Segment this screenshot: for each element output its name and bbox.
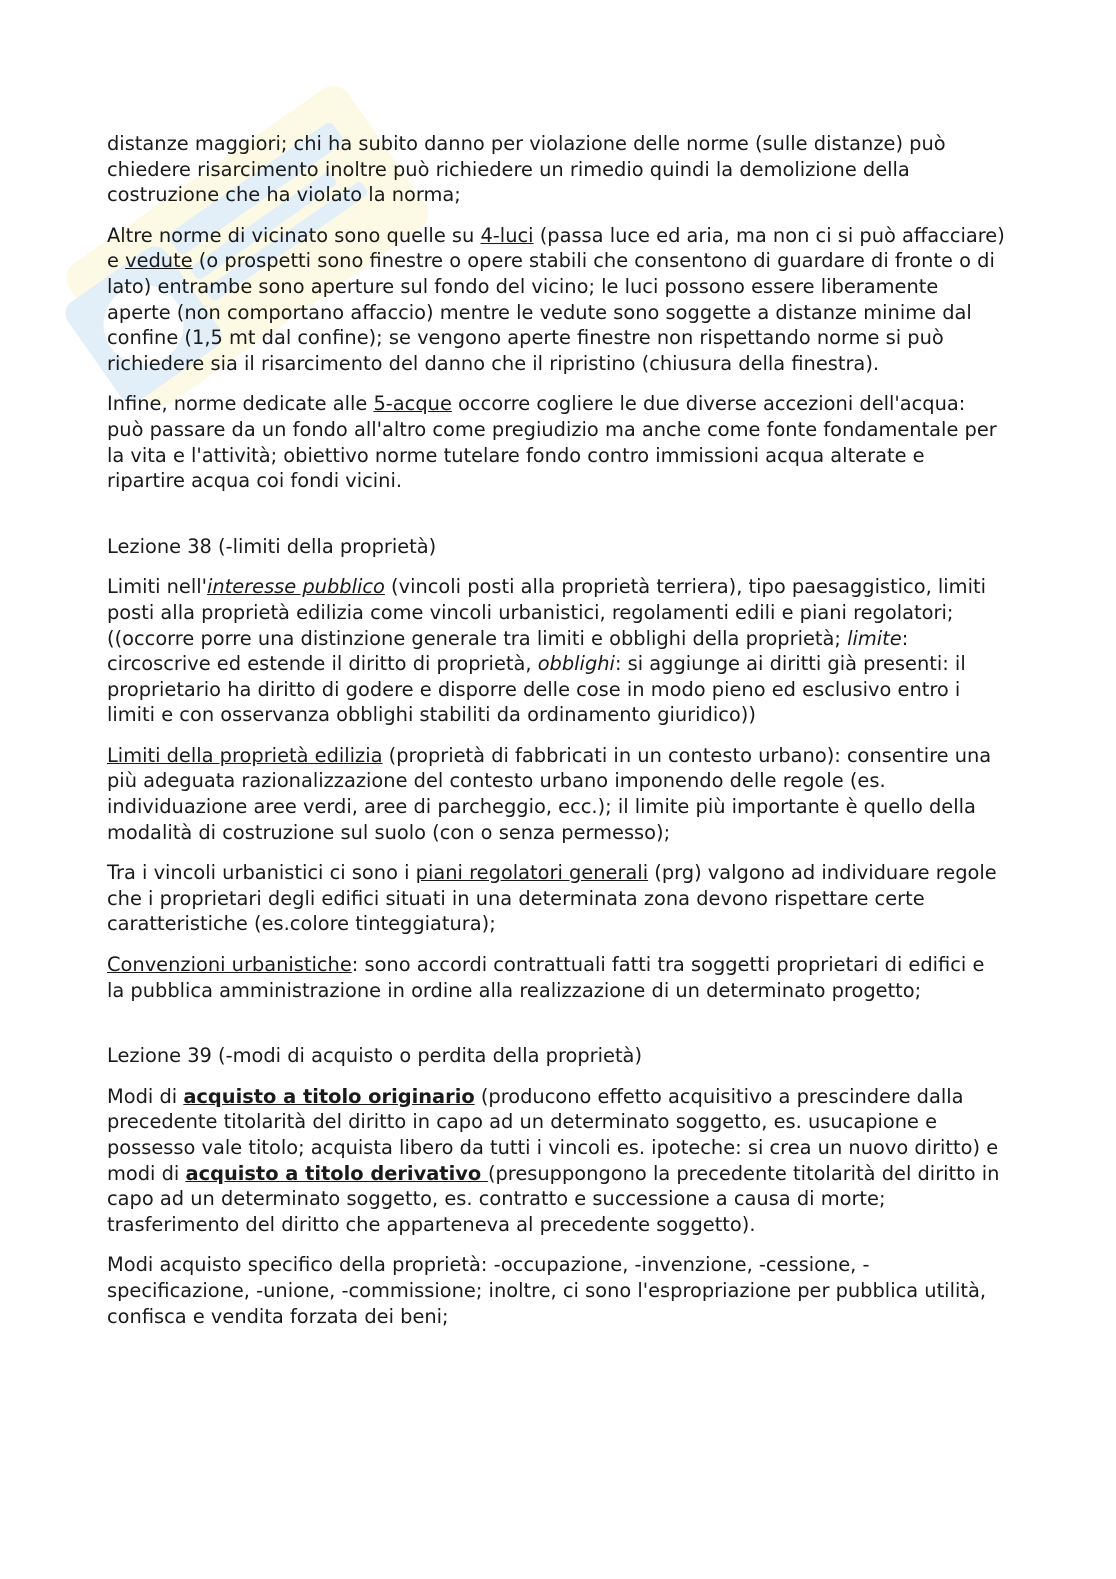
term-interesse-pubblico-text: interesse pubblico [206, 575, 385, 599]
text-span: (vincoli posti alla proprietà terriera), tipo paesaggistico, limiti posti alla proprietà edilizia come vincoli urbanistici, regolamenti edili e piani regolatori; ((occorre porre una distinzione generale tra limiti e obblighi della proprietà; [107, 575, 986, 650]
paragraph-convenzioni [107, 952, 1007, 1003]
text-span: (o prospetti sono finestre o opere stabili che consentono di guardare di fronte o di lato) entrambe sono aperture sul fondo del vicino; le luci possono essere liberamente aperte (non comportano affaccio) mentre le vedute sono soggette a distanze minime dal confine (1,5 mt dal confine); se vengono aperte finestre non rispettando norme si può richiedere sia il risarcimento del danno che il ripristino (chiusura della finestra). [107, 249, 995, 375]
text-span: Modi di [107, 1084, 184, 1108]
term-interesse-pubblico [207, 575, 385, 598]
text-span: (producono effetto acquisitivo a prescindere dalla precedente titolarità del diritto in capo ad un determinato soggetto, es. usucapione e possesso vale titolo; acquista libero da tutti i vincoli es. ipoteche: si crea un nuovo diritto) e modi di [107, 1084, 999, 1185]
term-convenzioni: Convenzioni urbanistiche [107, 953, 352, 977]
lesson-38-heading: Lezione 38 (-limiti della proprietà) [107, 534, 437, 558]
paragraph-modi-specifici: Modi acquisto specifico della proprietà: -occupazione, -invenzione, -cessione, -specificazione, -unione, -commissione; inoltre, ci sono l'espropriazione per pubblica utilità, confisca e vendita forzata dei beni; [107, 1253, 986, 1328]
document-body [107, 131, 1007, 1344]
text-span: Limiti nell' [107, 575, 207, 599]
lesson-39-heading: Lezione 39 (-modi di acquisto o perdita della proprietà) [107, 1044, 643, 1068]
paragraph-piani-regolatori [107, 860, 1007, 937]
text-span: : si aggiunge ai diritti già presenti: il proprietario ha diritto di godere e disporre delle cose in modo pieno ed esclusivo entro i limiti e con osservanza obblighi stabiliti da ordinamento giuridico)) [107, 652, 966, 727]
term-piani-regolatori: piani regolatori generali [415, 861, 649, 885]
text-span: occorre cogliere le due diverse accezioni dell'acqua: può passare da un fondo all'altro come pregiudizio ma anche come fonte fondamentale per la vita e l'attività; obiettivo norme tutelare fondo contro immissioni acqua alterate e ripartire acqua coi fondi vicini. [107, 392, 997, 493]
term-luci: 4-luci [480, 223, 534, 247]
text-span: : sono accordi contrattuali fatti tra soggetti proprietari di edifici e la pubblica amministrazione in ordine alla realizzazione di un determinato progetto; [107, 953, 985, 1002]
text-span: (presuppongono la precedente titolarità del diritto in capo ad un determinato soggetto, es. contratto e successione a causa di morte; trasferimento del diritto che apparteneva al precedente soggetto). [107, 1161, 1000, 1236]
term-obblighi: obblighi [537, 652, 615, 676]
paragraph-distanze: distanze maggiori; chi ha subito danno per violazione delle norme (sulle distanze) può chiedere risarcimento inoltre può richiedere un rimedio quindi la demolizione della costruzione che ha violato la norma; [107, 132, 946, 207]
paragraph-modi-acquisto [107, 1084, 1007, 1238]
term-acque: 5-acque [373, 392, 452, 416]
term-proprieta-edilizia: Limiti della proprietà edilizia [107, 743, 383, 767]
text-span: (prg) valgono ad individuare regole che i proprietari degli edifici situati in una determinata zona devono rispettare certe caratteristiche (es.colore tinteggiatura); [107, 861, 997, 936]
text-span: Infine, norme dedicate alle [107, 392, 374, 416]
text-span: Tra i vincoli urbanistici ci sono i [107, 861, 416, 885]
text-span: (proprietà di fabbricati in un contesto urbano): consentire una più adeguata razionalizzazione del contesto urbano imponendo delle regole (es. individuazione aree verdi, aree di parcheggio, ecc.); il limite più importante è quello della modalità di costruzione sul suolo (con o senza permesso); [107, 743, 992, 844]
term-vedute: vedute [125, 249, 193, 273]
paragraph-luci-vedute [107, 223, 1007, 377]
text-span: (passa luce ed aria, ma non ci si può affacciare) e [107, 223, 1005, 273]
text-span: : circoscrive ed estende il diritto di proprietà, [107, 626, 909, 676]
paragraph-interesse-pubblico [107, 574, 1007, 728]
paragraph-proprieta-edilizia [107, 743, 1007, 845]
term-limite: limite [847, 626, 902, 650]
term-titolo-derivativo: acquisto a titolo derivativo [185, 1161, 488, 1185]
term-titolo-originario: acquisto a titolo originario [183, 1084, 475, 1108]
text-span: Altre norme di vicinato sono quelle su [107, 223, 481, 247]
paragraph-acque [107, 391, 1007, 493]
